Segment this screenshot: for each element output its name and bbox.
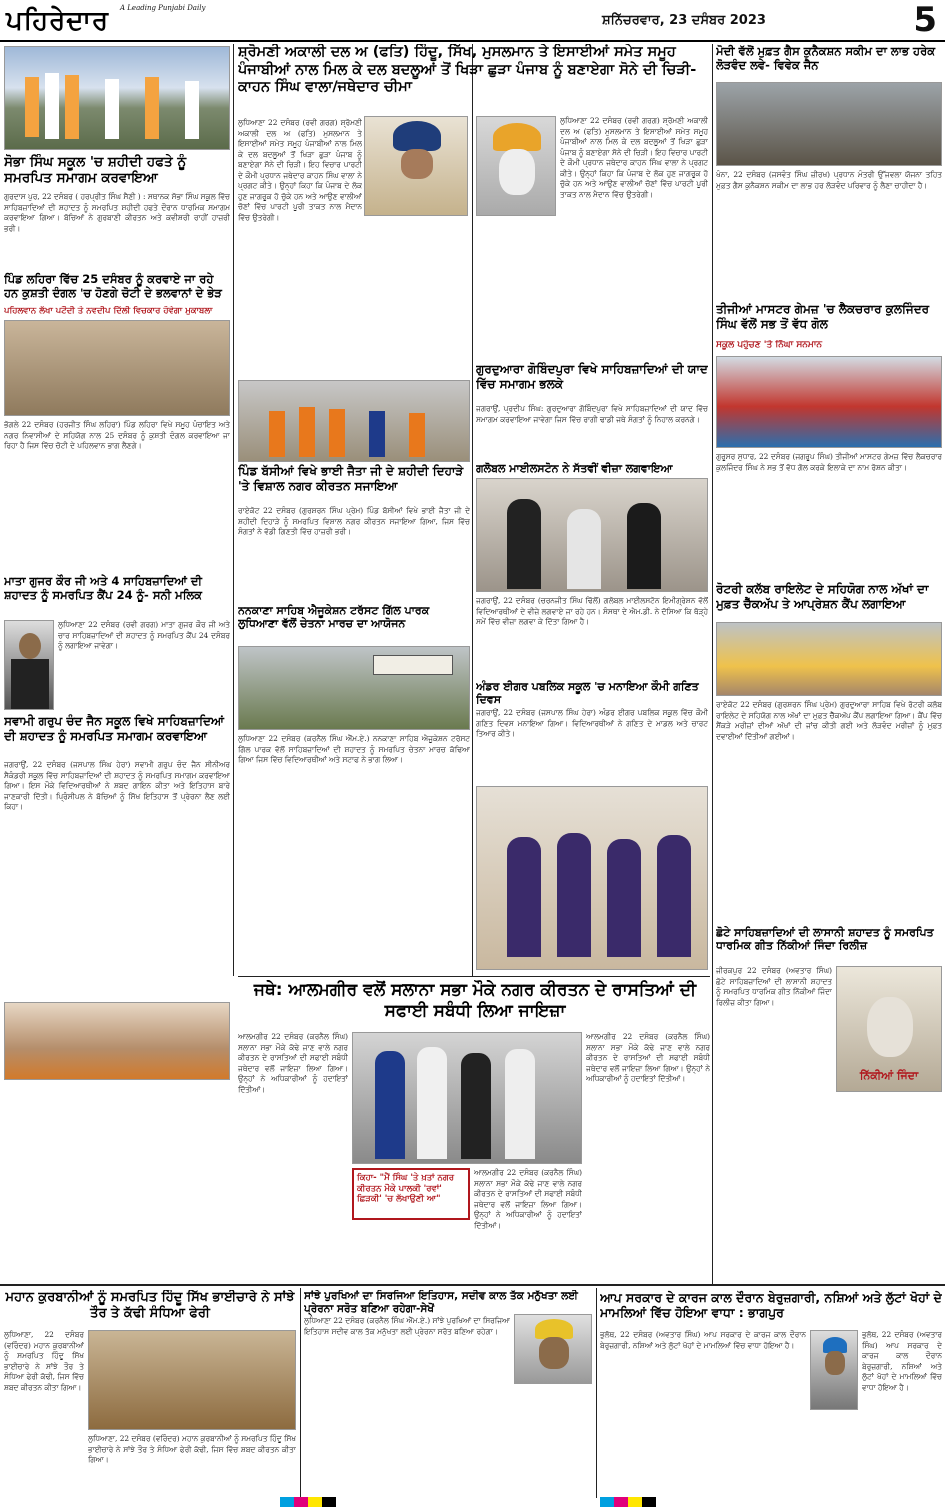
- wrestlers-photo: [4, 320, 230, 416]
- article-third-master: ਗੁਰੂਸਰ ਸੁਧਾਰ, 22 ਦਸੰਬਰ (ਜਗਰੂਪ ਸਿੰਘ) ਤੀਜੀਆਂ ਮਾਸਟਰ ਗੇਮਜ਼ ਵਿੱਚ ਲੈਕਚਰਾਰ ਕੁਲਜਿੰਦਰ ਸਿੰਘ ਨੇ ਸਭ ਤੋਂ ਵੱਧ ਗੋਲ ਕਰਕੇ ਇਲਾਕੇ ਦਾ ਨਾਮ ਰੋਸ਼ਨ ਕੀਤਾ।: [716, 452, 942, 472]
- sekhon-portrait: [514, 1314, 592, 1384]
- school-event-photo: [4, 46, 230, 150]
- article-global-milestone: ਜਗਰਾਉਂ, 22 ਦਸੰਬਰ (ਚਰਨਜੀਤ ਸਿੰਘ ਢਿੱਲੋਂ) ਗਲੋਬਲ ਮਾਈਲਸਟੋਨ ਇਮੀਗ੍ਰੇਸ਼ਨ ਵੱਲੋਂ ਵਿਦਿਆਰਥੀਆਂ ਦੇ ਵੀਜ਼ੇ ਲਗਵਾਏ ਜਾ ਰਹੇ ਹਨ। ਸੰਸਥਾ ਦੇ ਐਮ.ਡੀ. ਨੇ ਦੱਸਿਆ ਕਿ ਥੋੜ੍ਹੇ ਸਮੇਂ ਵਿੱਚ ਵੀਜ਼ਾ ਲਗਵਾ ਕੇ ਦਿੱਤਾ ਗਿਆ ਹੈ।: [476, 596, 708, 627]
- article-pind-bassian: ਰਾਏਕੋਟ 22 ਦਸੰਬਰ (ਗੁਰਸ਼ਰਨ ਸਿੰਘ ਪ੍ਰੇਮ) ਪਿੰਡ ਬੱਸੀਆਂ ਵਿਖੇ ਭਾਈ ਜੈਤਾ ਜੀ ਦੇ ਸ਼ਹੀਦੀ ਦਿਹਾੜੇ ਨੂੰ ਸਮਰਪਿਤ ਵਿਸ਼ਾਲ ਨਗਰ ਕੀਰਤਨ ਸਜਾਇਆ ਗਿਆ, ਜਿਸ ਵਿੱਚ ਸੰਗਤਾਂ ਨੇ ਵੱਡੀ ਗਿਣਤੀ ਵਿੱਚ ਹਾਜ਼ਰੀ ਭਰੀ।: [238, 506, 470, 537]
- article-undir-public: ਜਗਰਾਉਂ, 22 ਦਸੰਬਰ (ਜਸਪਾਲ ਸਿੰਘ ਹੇਰਾ) ਅੰਡਰ ਈਗਰ ਪਬਲਿਕ ਸਕੂਲ ਵਿੱਚ ਕੌਮੀ ਗਣਿਤ ਦਿਵਸ ਮਨਾਇਆ ਗਿਆ। ਵਿਦਿਆਰਥੀਆਂ ਨੇ ਗਣਿਤ ਦੇ ਮਾਡਲ ਅਤੇ ਚਾਰਟ ਤਿਆਰ ਕੀਤੇ।: [476, 708, 708, 739]
- article-aap-sarkar-continued: ਭੁਲੱਥ, 22 ਦਸੰਬਰ (ਅਵਤਾਰ ਸਿੰਘ) ਆਪ ਸਰਕਾਰ ਦੇ ਕਾਰਜ ਕਾਲ ਦੌਰਾਨ ਬੇਰੁਜ਼ਗਾਰੀ, ਨਸ਼ਿਆਂ ਅਤੇ ਲੁੱਟਾਂ ਖੋਹਾਂ ਦੇ ਮਾਮਲਿਆਂ ਵਿੱਚ ਵਾਧਾ ਹੋਇਆ ਹੈ।: [862, 1330, 942, 1392]
- headline-chhote: ਛੋਟੇ ਸਾਹਿਬਜ਼ਾਦਿਆਂ ਦੀ ਲਾਸਾਨੀ ਸ਼ਹਾਦਤ ਨੂੰ ਸਮਰਪਿਤ ਧਾਰਮਿਕ ਗੀਤ ਨਿੱਕੀਆਂ ਜਿੰਦਾ ਰਿਲੀਜ਼: [716, 926, 934, 953]
- bhagpur-portrait: [810, 1330, 858, 1410]
- lead-headline: ਸ਼੍ਰੋਮਣੀ ਅਕਾਲੀ ਦਲ ਅ (ਫਤਿ) ਹਿੰਦੂ, ਸਿੱਖ, ਮੁਸਲਮਾਨ ਤੇ ਇਸਾਈਆਂ ਸਮੇਤ ਸਮੂਹ ਪੰਜਾਬੀਆਂ ਨਾਲ ਮਿਲ ਕੇ ਦਲ ਬਦਲੂਆਂ ਤੋਂ ਖਿੜਾ ਛੁੜਾ ਪੰਜਾਬ ਨੂੰ ਬਣਾਏਗਾ ਸੋਨੇ ਦੀ ਚਿੜੀ- ਕਾਹਨ ਸਿੰਘ ਵਾਲਾ/ਜਥੇਦਾਰ ਚੀਮਾ: [238, 44, 697, 96]
- headline-gurdwara-gobindpura: ਗੁਰਦੁਆਰਾ ਗੋਬਿੰਦਪੁਰਾ ਵਿਖੇ ਸਾਹਿਬਜ਼ਾਦਿਆਂ ਦੀ ਯਾਦ ਵਿੱਚ ਸਮਾਗਮ ਭਲਕੇ: [476, 362, 708, 391]
- jathe-quote: ਕਿਹਾ- "ਮੈਂ ਸਿੰਘ 'ਤੇ ਖ਼ਤਾਂ ਨਗਰ ਕੀਰਤਨ ਮੌਕੇ ਪਾਲਕੀ 'ਰਵਾਂ' ਛਿੜਕੀ' 'ਚ ਲੱਖਾਉਣੀ ਆ": [357, 1173, 455, 1205]
- page-number: 5: [913, 0, 937, 40]
- jathe-group-photo: [352, 1032, 582, 1164]
- leaders-photo: [364, 116, 468, 216]
- sunny-malik-portrait: [4, 620, 54, 710]
- article-mata-gujar: ਲੁਧਿਆਣਾ 22 ਦਸੰਬਰ (ਰਵੀ ਗਰਗ) ਮਾਤਾ ਗੁਜਰ ਕੌਰ ਜੀ ਅਤੇ ਚਾਰ ਸਾਹਿਬਜ਼ਾਦਿਆਂ ਦੀ ਸ਼ਹਾਦਤ ਨੂੰ ਸਮਰਪਿਤ ਕੈਂਪ 24 ਦਸੰਬਰ ਨੂੰ ਲਗਾਇਆ ਜਾਵੇਗਾ।: [58, 620, 230, 651]
- nagar-kirtan-photo: [238, 380, 470, 462]
- article-rotary: ਰਾਏਕੋਟ 22 ਦਸੰਬਰ (ਗੁਰਸ਼ਰਨ ਸਿੰਘ ਪ੍ਰੇਮ) ਗੁਰਦੁਆਰਾ ਸਾਹਿਬ ਵਿਖੇ ਰੋਟਰੀ ਕਲੱਬ ਰਾਇਲੇਟ ਦੇ ਸਹਿਯੋਗ ਨਾਲ ਅੱਖਾਂ ਦਾ ਮੁਫ਼ਤ ਚੈੱਕਅੱਪ ਕੈਂਪ ਲਗਾਇਆ ਗਿਆ। ਕੈਂਪ ਵਿੱਚ ਸੈਂਕੜੇ ਮਰੀਜ਼ਾਂ ਦੀਆਂ ਅੱਖਾਂ ਦੀ ਜਾਂਚ ਕੀਤੀ ਗਈ ਅਤੇ ਲੋੜਵੰਦ ਮਰੀਜ਼ਾਂ ਨੂੰ ਮੁਫ਼ਤ ਦਵਾਈਆਂ ਦਿੱਤੀਆਂ ਗਈਆਂ।: [716, 700, 942, 741]
- article-aap-sarkar: ਭੁਲੱਥ, 22 ਦਸੰਬਰ (ਅਵਤਾਰ ਸਿੰਘ) ਆਪ ਸਰਕਾਰ ਦੇ ਕਾਰਜ ਕਾਲ ਦੌਰਾਨ ਬੇਰੁਜ਼ਗਾਰੀ, ਨਸ਼ਿਆਂ ਅਤੇ ਲੁੱਟਾਂ ਖੋਹਾਂ ਦੇ ਮਾਮਲਿਆਂ ਵਿੱਚ ਵਾਧਾ ਹੋਇਆ ਹੈ।: [600, 1330, 806, 1350]
- article-pind-lehra: ਭੋਗਲੇ 22 ਦਸੰਬਰ (ਹਰਜੀਤ ਸਿੰਘ ਲਹਿਰਾ) ਪਿੰਡ ਲਹਿਰਾ ਵਿਖੇ ਸਮੂਹ ਪੰਚਾਇਤ ਅਤੇ ਨਗਰ ਨਿਵਾਸੀਆਂ ਦੇ ਸਹਿਯੋਗ ਨਾਲ 25 ਦਸੰਬਰ ਨੂੰ ਕੁਸ਼ਤੀ ਦੰਗਲ ਕਰਵਾਇਆ ਜਾ ਰਿਹਾ ਹੈ ਜਿਸ ਵਿੱਚ ਚੋਟੀ ਦੇ ਪਹਿਲਵਾਨ ਭਾਗ ਲੈਣਗੇ।: [4, 420, 230, 451]
- article-chhote: ਜੀਰਕਪੁਰ 22 ਦਸੰਬਰ (ਅਵਤਾਰ ਸਿੰਘ) ਛੋਟੇ ਸਾਹਿਬਜ਼ਾਦਿਆਂ ਦੀ ਲਾਸਾਨੀ ਸ਼ਹਾਦਤ ਨੂੰ ਸਮਰਪਿਤ ਧਾਰਮਿਕ ਗੀਤ ਨਿੱਕੀਆਂ ਜਿੰਦਾ ਰਿਲੀਜ਼ ਕੀਤਾ ਗਿਆ।: [716, 966, 832, 1007]
- article-lead: ਲੁਧਿਆਣਾ 22 ਦਸੰਬਰ (ਰਵੀ ਗਰਗ) ਸ਼੍ਰੋਮਣੀ ਅਕਾਲੀ ਦਲ ਅ (ਫਤਿ) ਮੁਸਲਮਾਨ ਤੇ ਇਸਾਈਆਂ ਸਮੇਤ ਸਮੂਹ ਪੰਜਾਬੀਆਂ ਨਾਲ ਮਿਲ ਕੇ ਦਲ ਬਦਲੂਆਂ ਤੋਂ ਖਿੜਾ ਛੁੜਾ ਪੰਜਾਬ ਨੂੰ ਬਣਾਏਗਾ ਸੋਨੇ ਦੀ ਚਿੜੀ। ਇਹ ਵਿਚਾਰ ਪਾਰਟੀ ਦੇ ਕੌਮੀ ਪ੍ਰਧਾਨ ਜਥੇਦਾਰ ਕਾਹਨ ਸਿੰਘ ਵਾਲਾ ਨੇ ਪ੍ਰਗਟ ਕੀਤੇ। ਉਨ੍ਹਾਂ ਕਿਹਾ ਕਿ ਪੰਜਾਬ ਦੇ ਲੋਕ ਹੁਣ ਜਾਗਰੂਕ ਹੋ ਚੁੱਕੇ ਹਨ ਅਤੇ ਆਉਣ ਵਾਲੀਆਂ ਚੋਣਾਂ ਵਿੱਚ ਪਾਰਟੀ ਪੂਰੀ ਤਾਕਤ ਨਾਲ ਮੈਦਾਨ ਵਿੱਚ ਉਤਰੇਗੀ।: [238, 118, 362, 222]
- chetna-march-photo: [238, 646, 470, 730]
- headline-pind-lehra: ਪਿੰਡ ਲਹਿਰਾ ਵਿੱਚ 25 ਦਸੰਬਰ ਨੂੰ ਕਰਵਾਏ ਜਾ ਰਹੇ ਹਨ ਕੁਸ਼ਤੀ ਦੰਗਲ 'ਚ ਹੋਣਗੇ ਚੋਟੀ ਦੇ ਭਲਵਾਨਾਂ ਦੇ ਭੇੜ: [4, 272, 222, 301]
- article-mahan-continued: ਲੁਧਿਆਣਾ, 22 ਦਸੰਬਰ (ਵਰਿੰਦਰ) ਮਹਾਨ ਕੁਰਬਾਨੀਆਂ ਨੂੰ ਸਮਰਪਿਤ ਹਿੰਦੂ ਸਿੱਖ ਭਾਈਚਾਰੇ ਨੇ ਸਾਂਝੇ ਤੌਰ ਤੇ ਸੰਧਿਆ ਫੇਰੀ ਕੱਢੀ, ਜਿਸ ਵਿੱਚ ਸ਼ਬਦ ਕੀਰਤਨ ਕੀਤਾ ਗਿਆ।: [88, 1434, 296, 1465]
- students-praying-photo: [4, 1002, 230, 1080]
- article-sobha-singh: ਗੁਰਦਾਸ ਪੁਰ, 22 ਦਸੰਬਰ ( ਹਰਪ੍ਰੀਤ ਸਿੰਘ ਸੈਣੀ ) : ਸਥਾਨਕ ਸੋਭਾ ਸਿੰਘ ਸਕੂਲ ਵਿੱਚ ਸਾਹਿਬਜ਼ਾਦਿਆਂ ਦੀ ਸ਼ਹਾਦਤ ਨੂੰ ਸਮਰਪਿਤ ਸ਼ਹੀਦੀ ਹਫਤੇ ਦੌਰਾਨ ਧਾਰਮਿਕ ਸਮਾਗਮ ਕਰਵਾਇਆ ਗਿਆ। ਬੱਚਿਆਂ ਨੇ ਗੁਰਬਾਣੀ ਕੀਰਤਨ ਅਤੇ ਕਵੀਸ਼ਰੀ ਰਾਹੀਂ ਹਾਜ਼ਰੀ ਭਰੀ।: [4, 192, 230, 233]
- masthead-logo: ਪਹਿਰੇਦਾਰ: [6, 6, 109, 36]
- headline-undir-public: ਅੰਡਰ ਈਗਰ ਪਬਲਿਕ ਸਕੂਲ 'ਚ ਮਨਾਇਆ ਕੌਮੀ ਗਣਿਤ ਦਿਵਸ: [476, 680, 699, 707]
- headline-nankana: ਨਨਕਾਣਾ ਸਾਹਿਬ ਐਜੂਕੇਸ਼ਨ ਟਰੱਸਟ ਗਿੱਲ ਪਾਰਕ ਲੁਧਿਆਣਾ ਵੱਲੋਂ ਚੇਤਨਾ ਮਾਰਚ ਦਾ ਆਯੋਜਨ: [238, 604, 430, 631]
- chief-portrait: [476, 116, 556, 216]
- hockey-team-photo: [716, 356, 942, 448]
- jathe-quote-box: [352, 1168, 470, 1220]
- headline-modi-gas: ਮੋਦੀ ਵੱਲੋਂ ਮੁਫ਼ਤ ਗੈਸ ਕੁਨੈਕਸ਼ਨ ਸਕੀਮ ਦਾ ਲਾਭ ਹਰੇਕ ਲੋੜਵੰਦ ਲਵੇ- ਵਿਵੇਕ ਜੈਨ: [716, 44, 936, 73]
- subheadline-pind-lehra: ਪਹਿਲਵਾਨ ਲੱਖਾ ਪਟੌਦੀ ਤੇ ਨਵਦੀਪ ਦਿੱਲੀ ਵਿਚਕਾਰ ਹੋਵੇਗਾ ਮੁਕਾਬਲਾ: [4, 306, 213, 316]
- masthead: [0, 0, 945, 42]
- article-modi-gas: ਖੰਨਾ, 22 ਦਸੰਬਰ (ਜਸਵੰਤ ਸਿੰਘ ਜ਼ੀਰਖ) ਪ੍ਰਧਾਨ ਮੰਤਰੀ ਉੱਜਵਲਾ ਯੋਜਨਾ ਤਹਿਤ ਮੁਫ਼ਤ ਗੈਸ ਕੁਨੈਕਸ਼ਨ ਸਕੀਮ ਦਾ ਲਾਭ ਹਰ ਲੋੜਵੰਦ ਪਰਿਵਾਰ ਨੂੰ ਲੈਣਾ ਚਾਹੀਦਾ ਹੈ।: [716, 170, 942, 190]
- cmyk-marks-left: [280, 1497, 350, 1507]
- headline-global-milestone: ਗਲੋਬਲ ਮਾਈਲਸਟੋਨ ਨੇ ਸੱਤਵੀਂ ਵੀਜ਼ਾ ਲਗਵਾਇਆ: [476, 462, 673, 475]
- article-jathe: ਆਲਮਗੀਰ 22 ਦਸੰਬਰ (ਕਰਨੈਲ ਸਿੰਘ) ਸਲਾਨਾ ਸਭਾ ਮੌਕੇ ਕੱਢੇ ਜਾਣ ਵਾਲੇ ਨਗਰ ਕੀਰਤਨ ਦੇ ਰਾਸਤਿਆਂ ਦੀ ਸਫਾਈ ਸਬੰਧੀ ਜਥੇਦਾਰ ਵਲੋਂ ਜਾਇਜ਼ਾ ਲਿਆ ਗਿਆ। ਉਨ੍ਹਾਂ ਨੇ ਅਧਿਕਾਰੀਆਂ ਨੂੰ ਹਦਾਇਤਾਂ ਦਿੱਤੀਆਂ।: [238, 1032, 348, 1094]
- eye-camp-photo: [716, 622, 942, 696]
- masthead-tagline: A Leading Punjabi Daily: [120, 4, 206, 12]
- article-lead-continued: ਲੁਧਿਆਣਾ 22 ਦਸੰਬਰ (ਰਵੀ ਗਰਗ) ਸ਼੍ਰੋਮਣੀ ਅਕਾਲੀ ਦਲ ਅ (ਫਤਿ) ਮੁਸਲਮਾਨ ਤੇ ਇਸਾਈਆਂ ਸਮੇਤ ਸਮੂਹ ਪੰਜਾਬੀਆਂ ਨਾਲ ਮਿਲ ਕੇ ਦਲ ਬਦਲੂਆਂ ਤੋਂ ਖਿੜਾ ਛੁੜਾ ਪੰਜਾਬ ਨੂੰ ਬਣਾਏਗਾ ਸੋਨੇ ਦੀ ਚਿੜੀ। ਇਹ ਵਿਚਾਰ ਪਾਰਟੀ ਦੇ ਕੌਮੀ ਪ੍ਰਧਾਨ ਜਥੇਦਾਰ ਕਾਹਨ ਸਿੰਘ ਵਾਲਾ ਨੇ ਪ੍ਰਗਟ ਕੀਤੇ। ਉਨ੍ਹਾਂ ਕਿਹਾ ਕਿ ਪੰਜਾਬ ਦੇ ਲੋਕ ਹੁਣ ਜਾਗਰੂਕ ਹੋ ਚੁੱਕੇ ਹਨ ਅਤੇ ਆਉਣ ਵਾਲੀਆਂ ਚੋਣਾਂ ਵਿੱਚ ਪਾਰਟੀ ਪੂਰੀ ਤਾਕਤ ਨਾਲ ਮੈਦਾਨ ਵਿੱਚ ਉਤਰੇਗੀ।: [560, 116, 708, 199]
- article-swami-group: ਜਗਰਾਉਂ, 22 ਦਸੰਬਰ (ਜਸਪਾਲ ਸਿੰਘ ਹੇਰਾ) ਸਵਾਮੀ ਗਰੁਪ ਚੰਦ ਜੈਨ ਸੀਨੀਅਰ ਸੈਕੰਡਰੀ ਸਕੂਲ ਵਿੱਚ ਸਾਹਿਬਜ਼ਾਦਿਆਂ ਦੀ ਸ਼ਹਾਦਤ ਨੂੰ ਸਮਰਪਿਤ ਸਮਾਗਮ ਕਰਵਾਇਆ ਗਿਆ। ਇਸ ਮੌਕੇ ਵਿਦਿਆਰਥੀਆਂ ਨੇ ਸ਼ਬਦ ਗਾਇਨ ਕੀਤਾ ਅਤੇ ਇਤਿਹਾਸ ਬਾਰੇ ਜਾਣਕਾਰੀ ਦਿੱਤੀ। ਪ੍ਰਿੰਸੀਪਲ ਨੇ ਬੱਚਿਆਂ ਨੂੰ ਸਿੱਖ ਇਤਿਹਾਸ ਤੋਂ ਪ੍ਰੇਰਨਾ ਲੈਣ ਲਈ ਕਿਹਾ।: [4, 760, 230, 812]
- headline-rotary: ਰੋਟਰੀ ਕਲੱਬ ਰਾਇਲੇਟ ਦੇ ਸਹਿਯੋਗ ਨਾਲ ਅੱਖਾਂ ਦਾ ਮੁਫ਼ਤ ਚੈੱਕਅੱਪ ਤੇ ਆਪ੍ਰੇਸ਼ਨ ਕੈਂਪ ਲਗਾਇਆ: [716, 582, 929, 611]
- song-poster-title: ਨਿੱਕੀਆਂ ਜਿੰਦਾ: [859, 1069, 919, 1082]
- visa-students-photo: [476, 478, 708, 592]
- article-saanjhe: ਲੁਧਿਆਣਾ 22 ਦਸੰਬਰ (ਕਰਨੈਲ ਸਿੰਘ ਐੱਮ.ਏ.) ਸਾਂਝੇ ਪੁਰਖਿਆਂ ਦਾ ਸਿਰਜਿਆ ਇਤਿਹਾਸ ਸਦੀਵ ਕਾਲ ਤੱਕ ਮਨੁੱਖਤਾ ਲਈ ਪ੍ਰੇਰਨਾ ਸਰੋਤ ਬਣਿਆ ਰਹੇਗਾ।: [304, 1316, 510, 1336]
- headline-aap-sarkar: ਆਪ ਸਰਕਾਰ ਦੇ ਕਾਰਜ ਕਾਲ ਦੌਰਾਨ ਬੇਰੁਜ਼ਗਾਰੀ, ਨਸ਼ਿਆਂ ਅਤੇ ਲੁੱਟਾਂ ਖੋਹਾਂ ਦੇ ਮਾਮਲਿਆਂ ਵਿੱਚ ਹੋਇਆ ਵਾਧਾ : ਭਾਗਪੁਰ: [600, 1290, 942, 1321]
- headline-swami-group: ਸਵਾਮੀ ਗਰੁਪ ਚੰਦ ਜੈਨ ਸਕੂਲ ਵਿਖੇ ਸਾਹਿਬਜ਼ਾਦਿਆਂ ਦੀ ਸ਼ਹਾਦਤ ਨੂੰ ਸਮਰਪਿਤ ਸਮਾਗਮ ਕਰਵਾਇਆ: [4, 714, 224, 743]
- headline-sobha-singh: ਸੋਭਾ ਸਿੰਘ ਸਕੂਲ 'ਚ ਸ਼ਹੀਦੀ ਹਫਤੇ ਨੂੰ ਸਮਰਪਿਤ ਸਮਾਗਮ ਕਰਵਾਇਆ: [4, 154, 187, 187]
- subheadline-third-master: ਸਕੂਲ ਪਹੁੰਚਣ 'ਤੇ ਨਿੱਘਾ ਸਨਮਾਨ: [716, 340, 823, 350]
- article-jathe-continued: ਆਲਮਗੀਰ 22 ਦਸੰਬਰ (ਕਰਨੈਲ ਸਿੰਘ) ਸਲਾਨਾ ਸਭਾ ਮੌਕੇ ਕੱਢੇ ਜਾਣ ਵਾਲੇ ਨਗਰ ਕੀਰਤਨ ਦੇ ਰਾਸਤਿਆਂ ਦੀ ਸਫਾਈ ਸਬੰਧੀ ਜਥੇਦਾਰ ਵਲੋਂ ਜਾਇਜ਼ਾ ਲਿਆ ਗਿਆ। ਉਨ੍ਹਾਂ ਨੇ ਅਧਿਕਾਰੀਆਂ ਨੂੰ ਹਦਾਇਤਾਂ ਦਿੱਤੀਆਂ।: [586, 1032, 710, 1084]
- song-poster: [836, 966, 942, 1092]
- math-day-students-photo: [476, 786, 708, 970]
- headline-mahan: ਮਹਾਨ ਕੁਰਬਾਨੀਆਂ ਨੂੰ ਸਮਰਪਿਤ ਹਿੰਦੂ ਸਿੱਖ ਭਾਈਚਾਰੇ ਨੇ ਸਾਂਝੇ ਤੌਰ ਤੇ ਕੱਢੀ ਸੰਧਿਆ ਫੇਰੀ: [5, 1290, 295, 1321]
- article-gurdwara-gobindpura: ਜਗਰਾਉਂ, ਪ੍ਰਦੀਪ ਸਿੰਘ: ਗੁਰਦੁਆਰਾ ਗੋਬਿੰਦਪੁਰਾ ਵਿਖੇ ਸਾਹਿਬਜ਼ਾਦਿਆਂ ਦੀ ਯਾਦ ਵਿੱਚ ਸਮਾਗਮ ਕਰਵਾਇਆ ਜਾਵੇਗਾ ਜਿਸ ਵਿੱਚ ਰਾਗੀ ਢਾਡੀ ਜਥੇ ਸੰਗਤਾਂ ਨੂੰ ਨਿਹਾਲ ਕਰਨਗੇ।: [476, 404, 708, 424]
- headline-mata-gujar: ਮਾਤਾ ਗੁਜਰ ਕੌਰ ਜੀ ਅਤੇ 4 ਸਾਹਿਬਜ਼ਾਦਿਆਂ ਦੀ ਸ਼ਹਾਦਤ ਨੂੰ ਸਮਰਪਿਤ ਕੈਂਪ 24 ਨੂੰ- ਸਨੀ ਮਲਿਕ: [4, 574, 203, 603]
- masthead-date: ਸ਼ਨਿੱਚਰਵਾਰ, 23 ਦਸੰਬਰ 2023: [602, 13, 766, 28]
- article-mahan: ਲੁਧਿਆਣਾ, 22 ਦਸੰਬਰ (ਵਰਿੰਦਰ) ਮਹਾਨ ਕੁਰਬਾਨੀਆਂ ਨੂੰ ਸਮਰਪਿਤ ਹਿੰਦੂ ਸਿੱਖ ਭਾਈਚਾਰੇ ਨੇ ਸਾਂਝੇ ਤੌਰ ਤੇ ਸੰਧਿਆ ਫੇਰੀ ਕੱਢੀ, ਜਿਸ ਵਿੱਚ ਸ਼ਬਦ ਕੀਰਤਨ ਕੀਤਾ ਗਿਆ।: [4, 1330, 84, 1392]
- headline-third-master: ਤੀਜੀਆਂ ਮਾਸਟਰ ਗੇਮਜ਼ 'ਚ ਲੈਕਚਰਾਰ ਕੁਲਜਿੰਦਰ ਸਿੰਘ ਵੱਲੋਂ ਸਭ ਤੋਂ ਵੱਧ ਗੋਲ: [716, 302, 930, 331]
- article-jathe-lower: ਆਲਮਗੀਰ 22 ਦਸੰਬਰ (ਕਰਨੈਲ ਸਿੰਘ) ਸਲਾਨਾ ਸਭਾ ਮੌਕੇ ਕੱਢੇ ਜਾਣ ਵਾਲੇ ਨਗਰ ਕੀਰਤਨ ਦੇ ਰਾਸਤਿਆਂ ਦੀ ਸਫਾਈ ਸਬੰਧੀ ਜਥੇਦਾਰ ਵਲੋਂ ਜਾਇਜ਼ਾ ਲਿਆ ਗਿਆ। ਉਨ੍ਹਾਂ ਨੇ ਅਧਿਕਾਰੀਆਂ ਨੂੰ ਹਦਾਇਤਾਂ ਦਿੱਤੀਆਂ।: [474, 1168, 582, 1230]
- gas-scheme-photo: [716, 82, 942, 166]
- headline-jathe: ਜਥੇ: ਆਲਮਗੀਰ ਵਲੋਂ ਸਲਾਨਾ ਸਭਾ ਮੌਕੇ ਨਗਰ ਕੀਰਤਨ ਦੇ ਰਾਸਤਿਆਂ ਦੀ ਸਫਾਈ ਸਬੰਧੀ ਲਿਆ ਜਾਇਜ਼ਾ: [253, 980, 697, 1021]
- article-nankana: ਲੁਧਿਆਣਾ 22 ਦਸੰਬਰ (ਕਰਨੈਲ ਸਿੰਘ ਐੱਮ.ਏ.) ਨਨਕਾਣਾ ਸਾਹਿਬ ਐਜੂਕੇਸ਼ਨ ਟਰੱਸਟ ਗਿੱਲ ਪਾਰਕ ਵੱਲੋਂ ਸਾਹਿਬਜ਼ਾਦਿਆਂ ਦੀ ਸ਼ਹਾਦਤ ਨੂੰ ਸਮਰਪਿਤ ਚੇਤਨਾ ਮਾਰਚ ਕੱਢਿਆ ਗਿਆ ਜਿਸ ਵਿੱਚ ਵਿਦਿਆਰਥੀਆਂ ਅਤੇ ਸਟਾਫ ਨੇ ਭਾਗ ਲਿਆ।: [238, 734, 470, 765]
- headline-saanjhe: ਸਾਂਝੇ ਪੁਰਖਿਆਂ ਦਾ ਸਿਰਜਿਆ ਇਤਿਹਾਸ, ਸਦੀਵ ਕਾਲ ਤੱਕ ਮਨੁੱਖਤਾ ਲਈ ਪ੍ਰੇਰਨਾ ਸਰੋਤ ਬਣਿਆ ਰਹੇਗਾ-ਸੇਖੋਂ: [304, 1290, 578, 1315]
- cmyk-marks-right: [600, 1497, 670, 1507]
- headline-pind-bassian: ਪਿੰਡ ਬੱਸੀਆਂ ਵਿਖੇ ਭਾਈ ਜੈਤਾ ਜੀ ਦੇ ਸ਼ਹੀਦੀ ਦਿਹਾੜੇ 'ਤੇ ਵਿਸ਼ਾਲ ਨਗਰ ਕੀਰਤਨ ਸਜਾਇਆ: [238, 464, 464, 493]
- sandhya-pheri-photo: [88, 1330, 296, 1430]
